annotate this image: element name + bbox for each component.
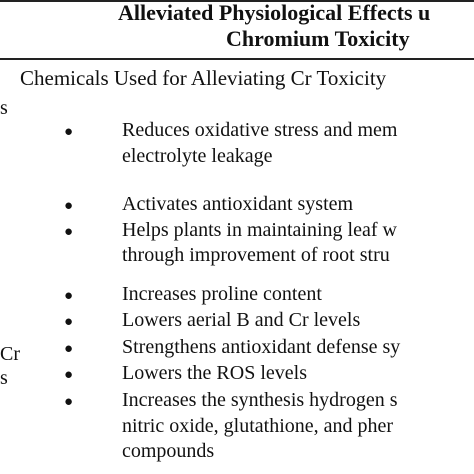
bullet-marker: ● [64, 314, 74, 330]
section-title: Chemicals Used for Alleviating Cr Toxicity [20, 66, 387, 90]
list-item-line: Reduces oxidative stress and mem [122, 119, 398, 141]
list-item-line: Lowers the ROS levels [122, 362, 307, 384]
bullet-marker: ● [64, 394, 74, 410]
bullet-marker: ● [64, 198, 74, 214]
bullet-marker: ● [64, 288, 74, 304]
header-rule [0, 58, 474, 60]
left-fragment-2: Cr [0, 343, 20, 365]
list-item-line: compounds [122, 440, 215, 462]
bullet-marker: ● [64, 367, 74, 383]
list-item-line: nitric oxide, glutathione, and pher [122, 415, 394, 437]
list-item-line: Lowers aerial B and Cr levels [122, 309, 361, 331]
list-item-line: electrolyte leakage [122, 145, 273, 167]
column-header-line2: Chromium Toxicity [226, 26, 410, 51]
left-fragment-1: s [0, 97, 8, 119]
bullet-marker: ● [64, 224, 74, 240]
bullet-marker: ● [64, 341, 74, 357]
list-item-line: Strengthens antioxidant defense sy [122, 336, 401, 358]
list-item-line: Increases proline content [122, 283, 322, 305]
left-fragment-3: s [0, 367, 8, 389]
list-item-line: Activates antioxidant system [122, 193, 354, 215]
column-header-line1: Alleviated Physiological Effects u [118, 0, 431, 25]
list-item-line: through improvement of root stru [122, 244, 390, 266]
bullet-marker: ● [64, 124, 74, 140]
list-item-line: Helps plants in maintaining leaf w [122, 219, 397, 241]
list-item-line: Increases the synthesis hydrogen s [122, 389, 398, 411]
